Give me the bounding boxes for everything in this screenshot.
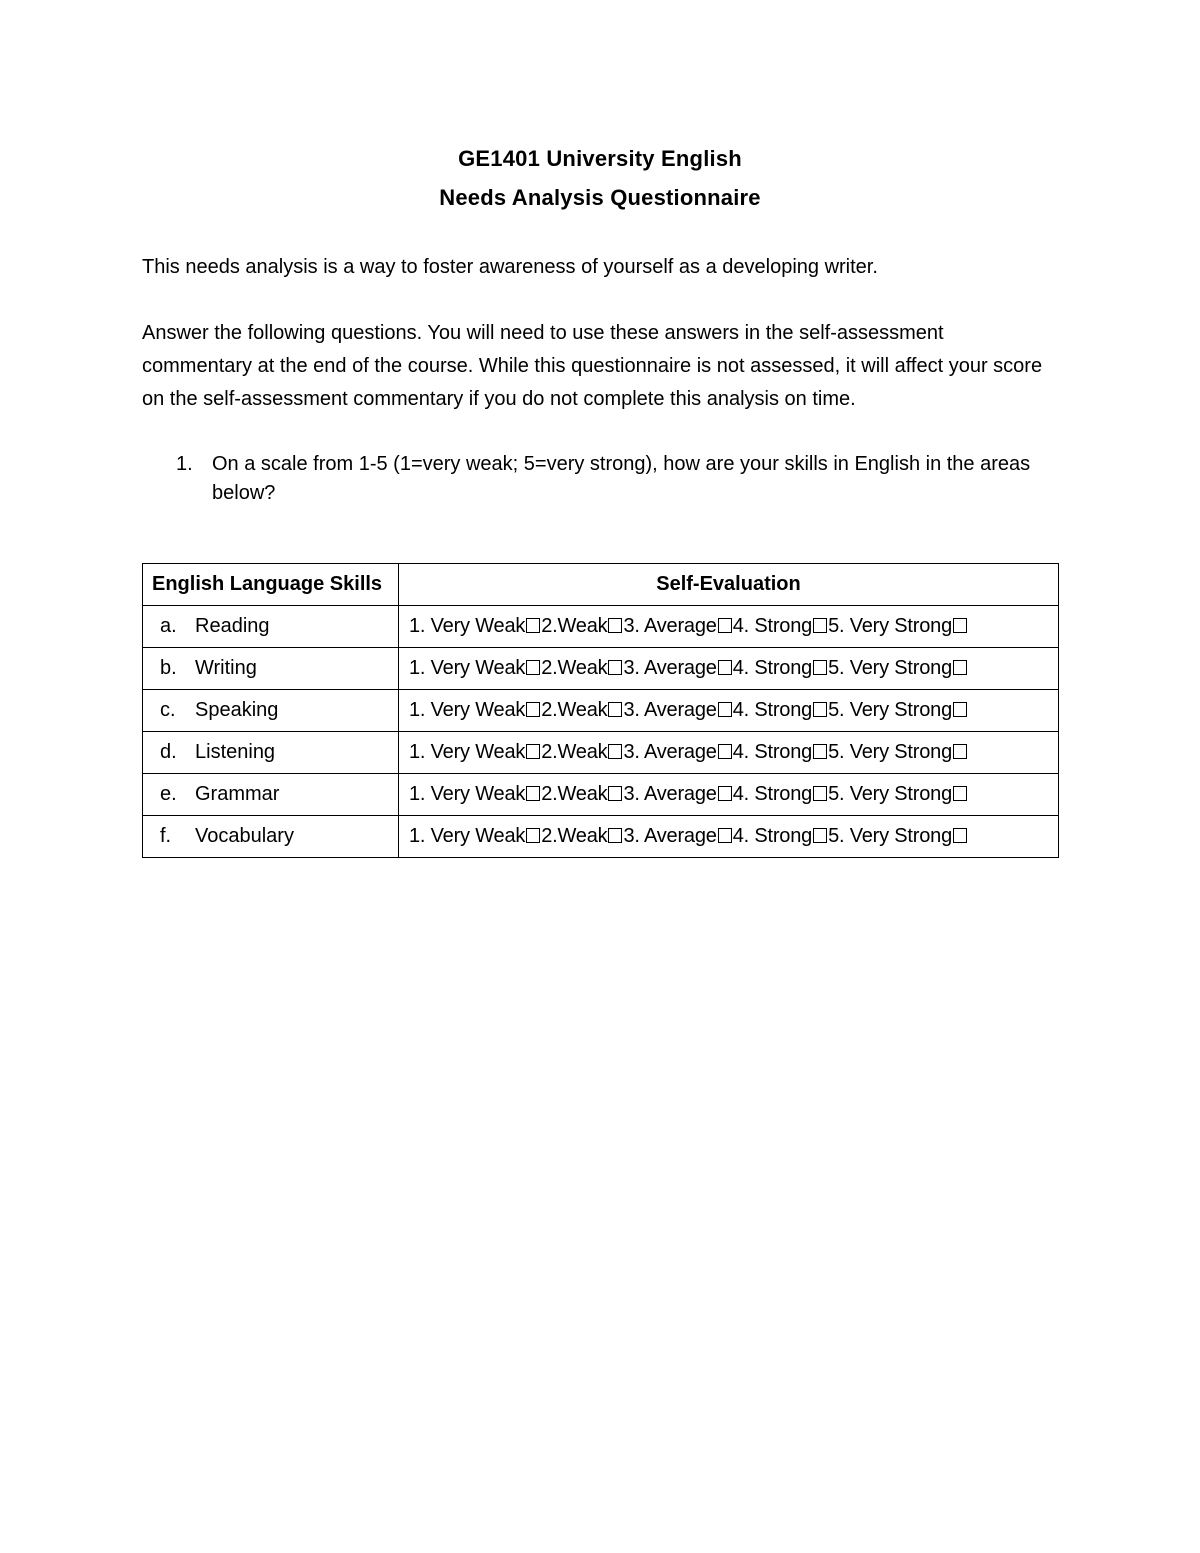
table-row [143, 606, 1059, 648]
rating-option-label: 2.Weak [541, 741, 608, 763]
rating-checkbox[interactable] [718, 828, 732, 843]
rating-checkbox[interactable] [813, 744, 827, 759]
rating-option-label: 5. Very Strong [828, 783, 953, 805]
skill-letter: a. [160, 615, 177, 637]
self-evaluation-cell [399, 690, 1059, 732]
rating-option-label: 3. Average [623, 615, 717, 637]
skill-letter: e. [160, 783, 177, 805]
rating-checkbox[interactable] [813, 702, 827, 717]
self-evaluation-cell [399, 606, 1059, 648]
rating-checkbox[interactable] [608, 786, 622, 801]
skill-letter: d. [160, 741, 177, 763]
rating-checkbox[interactable] [953, 618, 967, 633]
skill-name: Writing [195, 657, 257, 679]
skill-name: Listening [195, 741, 276, 763]
rating-checkbox[interactable] [813, 786, 827, 801]
rating-checkbox[interactable] [526, 618, 540, 633]
skill-cell [143, 816, 399, 858]
rating-option-label: 5. Very Strong [828, 699, 953, 721]
rating-checkbox[interactable] [813, 618, 827, 633]
rating-checkbox[interactable] [608, 828, 622, 843]
table-row [143, 648, 1059, 690]
question-1 [176, 450, 1056, 508]
rating-checkbox[interactable] [526, 744, 540, 759]
rating-checkbox[interactable] [718, 744, 732, 759]
document-title: GE1401 University English [458, 146, 742, 171]
self-evaluation-cell [399, 816, 1059, 858]
rating-option-label: 1. Very Weak [409, 825, 526, 847]
skills-table-body [143, 606, 1059, 858]
rating-option-label: 1. Very Weak [409, 615, 526, 637]
rating-checkbox[interactable] [718, 618, 732, 633]
rating-checkbox[interactable] [953, 702, 967, 717]
instructions-paragraph: Answer the following questions. You will need to use these answers in the self-assessment commentary at the end of the course. While this questionnaire is not assessed, it will affect your score on the self-assessment commentary if you do not complete this analysis on time. [142, 322, 1043, 410]
rating-option-label: 1. Very Weak [409, 741, 526, 763]
rating-checkbox[interactable] [526, 786, 540, 801]
rating-option-label: 1. Very Weak [409, 657, 526, 679]
rating-option-label: 5. Very Strong [828, 657, 953, 679]
table-row [143, 774, 1059, 816]
table-row [143, 732, 1059, 774]
rating-checkbox[interactable] [608, 660, 622, 675]
skill-letter: f. [160, 825, 172, 847]
skill-name: Grammar [195, 783, 280, 805]
header-english-language-skills: English Language Skills [143, 564, 399, 606]
rating-checkbox[interactable] [718, 660, 732, 675]
rating-checkbox[interactable] [526, 660, 540, 675]
question-text: On a scale from 1-5 (1=very weak; 5=very strong), how are your skills in English in the areas below? [212, 453, 1031, 504]
rating-checkbox[interactable] [813, 660, 827, 675]
rating-option-label: 2.Weak [541, 783, 608, 805]
rating-option-label: 3. Average [623, 657, 717, 679]
rating-checkbox[interactable] [953, 744, 967, 759]
rating-option-label: 2.Weak [541, 699, 608, 721]
skill-letter: c. [160, 699, 176, 721]
rating-checkbox[interactable] [953, 786, 967, 801]
self-evaluation-cell [399, 648, 1059, 690]
self-evaluation-cell [399, 774, 1059, 816]
skill-cell [143, 774, 399, 816]
rating-option-label: 4. Strong [732, 657, 813, 679]
rating-option-label: 4. Strong [732, 615, 813, 637]
document-subtitle: Needs Analysis Questionnaire [439, 185, 761, 210]
question-number: 1. [176, 453, 193, 475]
rating-option-label: 4. Strong [732, 783, 813, 805]
table-row [143, 690, 1059, 732]
skill-cell [143, 648, 399, 690]
rating-checkbox[interactable] [718, 786, 732, 801]
rating-option-label: 1. Very Weak [409, 699, 526, 721]
rating-option-label: 4. Strong [732, 741, 813, 763]
rating-checkbox[interactable] [718, 702, 732, 717]
rating-option-label: 4. Strong [732, 699, 813, 721]
skill-letter: b. [160, 657, 177, 679]
skill-cell [143, 732, 399, 774]
skill-cell [143, 606, 399, 648]
rating-option-label: 3. Average [623, 825, 717, 847]
intro-paragraph: This needs analysis is a way to foster awareness of yourself as a developing writer. [142, 256, 878, 278]
skill-name: Vocabulary [195, 825, 294, 847]
self-evaluation-cell [399, 732, 1059, 774]
skill-name: Speaking [195, 699, 279, 721]
rating-option-label: 5. Very Strong [828, 741, 953, 763]
rating-checkbox[interactable] [526, 828, 540, 843]
header-self-evaluation: Self-Evaluation [399, 564, 1059, 606]
rating-option-label: 2.Weak [541, 615, 608, 637]
rating-checkbox[interactable] [608, 744, 622, 759]
rating-option-label: 2.Weak [541, 825, 608, 847]
rating-option-label: 1. Very Weak [409, 783, 526, 805]
skill-name: Reading [195, 615, 270, 637]
skills-table [142, 563, 1059, 858]
table-header-row [143, 564, 1059, 606]
rating-checkbox[interactable] [953, 660, 967, 675]
table-row [143, 816, 1059, 858]
rating-option-label: 3. Average [623, 783, 717, 805]
rating-option-label: 2.Weak [541, 657, 608, 679]
rating-checkbox[interactable] [953, 828, 967, 843]
skill-cell [143, 690, 399, 732]
rating-checkbox[interactable] [526, 702, 540, 717]
rating-option-label: 3. Average [623, 741, 717, 763]
rating-option-label: 3. Average [623, 699, 717, 721]
rating-checkbox[interactable] [813, 828, 827, 843]
rating-checkbox[interactable] [608, 618, 622, 633]
rating-option-label: 5. Very Strong [828, 615, 953, 637]
rating-checkbox[interactable] [608, 702, 622, 717]
rating-option-label: 4. Strong [732, 825, 813, 847]
rating-option-label: 5. Very Strong [828, 825, 953, 847]
